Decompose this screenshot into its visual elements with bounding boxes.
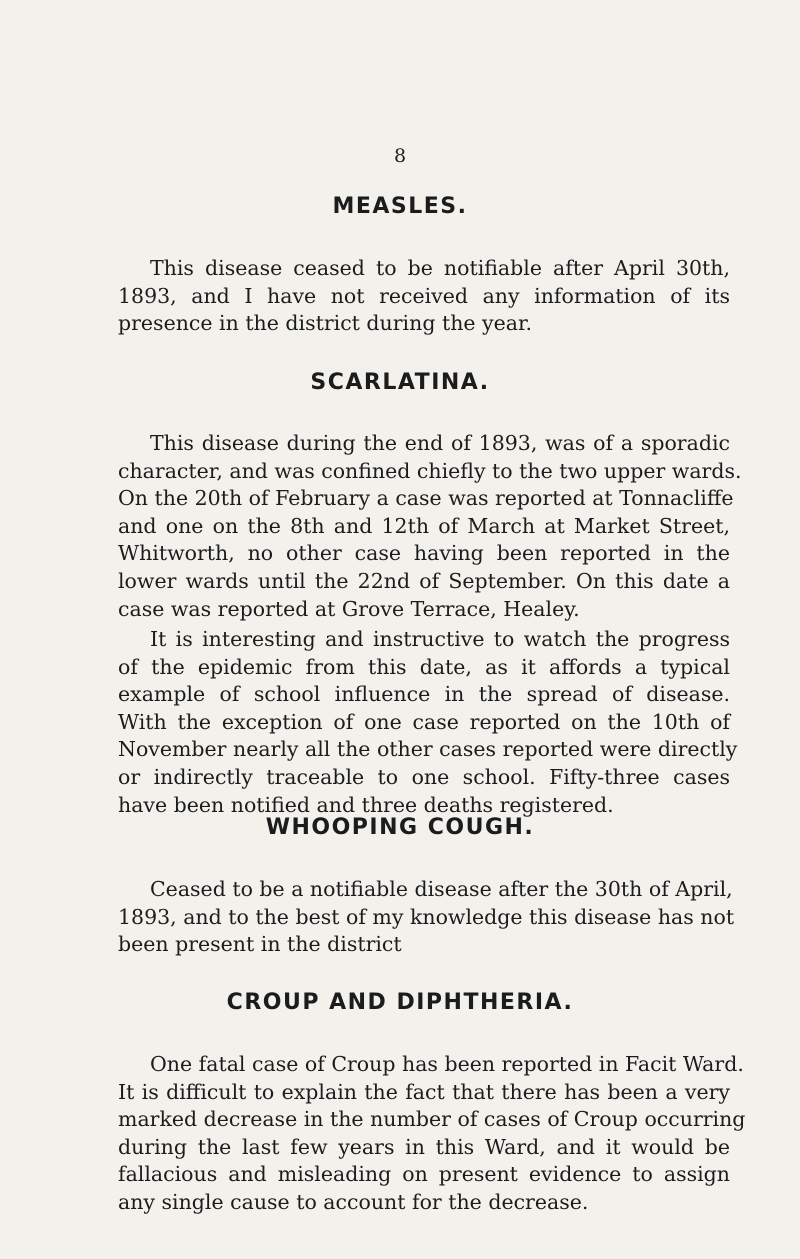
text-line: Whitworth, no other case having been reported in the <box>118 541 730 566</box>
text-line: or indirectly traceable to one school. Fifty-three cases <box>118 764 730 789</box>
text-line: presence in the district during the year. <box>118 311 533 336</box>
text-line: have been notified and three deaths registered. <box>118 792 614 817</box>
text-line: of the epidemic from this date, as it affords a typical <box>118 654 730 679</box>
text-line: marked decrease in the number of cases of Croup occurring <box>118 1107 746 1132</box>
text-line: 1893, and I have not received any information of its <box>118 283 730 308</box>
heading-measles: MEASLES. <box>332 194 468 219</box>
text-line: and one on the 8th and 12th of March at Market Street, <box>118 513 730 538</box>
text-line: during the last few years in this Ward, and it would be <box>118 1134 730 1159</box>
text-line: On the 20th of February a case was reported at Tonnacliffe <box>118 486 734 511</box>
paragraph-measles <box>118 255 730 338</box>
text-line: example of school influence in the spread of disease. <box>118 682 730 707</box>
text-line: One fatal case of Croup has been reported in Facit Ward. <box>150 1052 744 1076</box>
text-line: November nearly all the other cases reported were directly <box>118 737 738 762</box>
text-line: lower wards until the 22nd of September. On this date a <box>118 568 730 593</box>
text-line: With the exception of one case reported on the 10th of <box>118 709 730 734</box>
text-line: Ceased to be a notifiable disease after the 30th of April, <box>150 877 733 901</box>
paragraph-scarlatina-2 <box>118 626 738 819</box>
text-line: case was reported at Grove Terrace, Healey. <box>118 596 580 621</box>
text-line: This disease during the end of 1893, was of a sporadic <box>150 431 730 455</box>
paragraph-croup-diphtheria <box>118 1051 746 1217</box>
heading-whooping-cough: WHOOPING COUGH. <box>265 815 535 840</box>
text-line: fallacious and misleading on present evidence to assign <box>118 1162 730 1187</box>
text-line: This disease ceased to be notifiable after April 30th, <box>150 256 730 280</box>
paragraph-scarlatina-1 <box>118 430 742 623</box>
heading-scarlatina: SCARLATINA. <box>310 370 490 395</box>
text-line: 1893, and to the best of my knowledge this disease has not <box>118 904 735 929</box>
text-line: any single cause to account for the decrease. <box>118 1189 589 1214</box>
paragraph-whooping-cough <box>118 876 735 959</box>
text-line: It is difficult to explain the fact that there has been a very <box>118 1079 730 1104</box>
text-line: character, and was confined chiefly to the two upper wards. <box>118 458 742 483</box>
text-line: It is interesting and instructive to watch the progress <box>150 627 730 651</box>
page-number: 8 <box>393 145 407 167</box>
heading-croup-diphtheria: CROUP AND DIPHTHERIA. <box>226 990 574 1015</box>
text-line: been present in the district <box>118 932 402 957</box>
